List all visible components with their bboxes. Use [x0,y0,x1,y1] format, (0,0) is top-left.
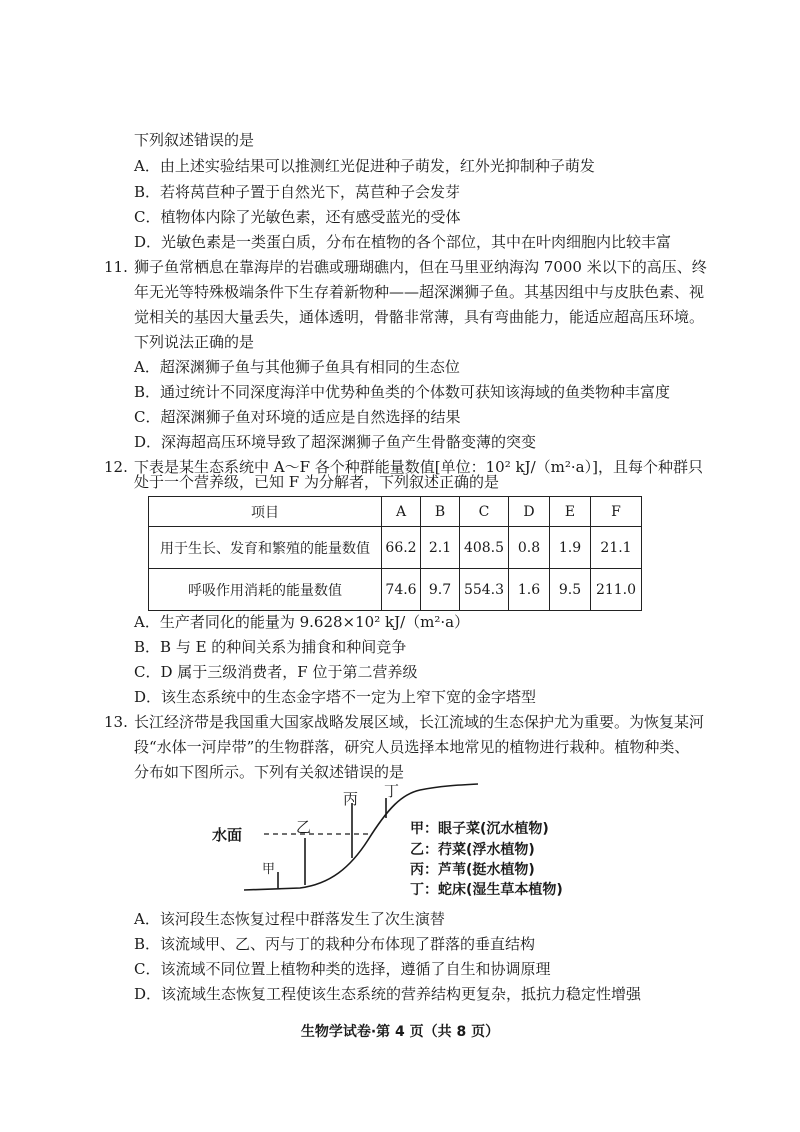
q12-stem-line-1: 下表是某生态系统中 A～F 各个种群能量数值[单位：10² kJ/（m²·a）]，且每个种群只 [134,458,703,476]
q12-option-c: C．D 属于三级消费者，F 位于第二营养级 [134,663,418,681]
q10-option-b: B．若将莴苣种子置于自然光下，莴苣种子会发芽 [134,183,461,201]
q11-option-c: C．超深渊狮子鱼对环境的适应是自然选择的结果 [134,408,461,426]
table-header-cell: F [591,497,642,527]
table-header-cell: A [382,497,421,527]
plant-ding-label: 丁 [384,782,400,800]
plant-jia-label: 甲 [262,862,276,877]
table-cell: 9.7 [421,569,460,611]
legend-item: 乙：荇菜(浮水植物) [410,842,535,858]
table-cell: 74.6 [382,569,421,611]
q11-number: 11. [104,258,128,276]
q11-option-d: D．深海超高压环境导致了超深渊狮子鱼产生骨骼变薄的突变 [134,433,537,451]
q12-stem-line-2: 处于一个营养级，已知 F 为分解者，下列叙述正确的是 [134,473,499,491]
legend-item: 甲：眼子菜(沉水植物) [410,821,549,837]
table-header-cell: C [460,497,509,527]
q10-option-c: C．植物体内除了光敏色素，还有感受蓝光的受体 [134,208,461,226]
legend-item: 丙：芦苇(挺水植物) [410,862,535,878]
q13-option-b: B．该流域甲、乙、丙与丁的栽种分布体现了群落的垂直结构 [134,935,536,953]
table-cell: 21.1 [591,527,642,569]
table-cell: 0.8 [509,527,550,569]
q13-option-c: C．该流域不同位置上植物种类的选择，遵循了自生和协调原理 [134,960,551,978]
plant-bing-label: 丙 [343,790,359,808]
table-cell: 408.5 [460,527,509,569]
q11-option-b: B．通过统计不同深度海洋中优势种鱼类的个体数可获知该海域的鱼类物种丰富度 [134,383,671,401]
q11-option-a: A．超深渊狮子鱼与其他狮子鱼具有相同的生态位 [134,358,460,376]
q13-option-a: A．该河段生态恢复过程中群落发生了次生演替 [134,910,445,928]
table-cell: 1.6 [509,569,550,611]
table-header-cell: E [550,497,591,527]
q11-stem-line-2: 年无光等特殊极端条件下生存着新物种——超深渊狮子鱼。其基因组中与皮肤色素、视 [134,283,705,301]
table-header-cell: B [421,497,460,527]
table-cell: 66.2 [382,527,421,569]
table-cell: 用于生长、发育和繁殖的能量数值 [149,527,382,569]
q11-stem-line-3: 觉相关的基因大量丢失，通体透明，骨骼非常薄，具有弯曲能力，能适应超高压环境。 [134,308,705,326]
q10-stem: 下列叙述错误的是 [134,131,255,149]
table-cell: 呼吸作用消耗的能量数值 [149,569,382,611]
q13-stem-line-3: 分布如下图所示。下列有关叙述错误的是 [134,763,405,781]
q12-number: 12. [104,458,128,476]
q10-option-a: A．由上述实验结果可以推测红光促进种子萌发，红外光抑制种子萌发 [134,157,595,175]
table-header-cell: D [509,497,550,527]
legend-item: 丁：蛇床(湿生草本植物) [410,882,563,898]
q12-option-b: B．B 与 E 的种间关系为捕食和种间竞争 [134,638,407,656]
table-cell: 1.9 [550,527,591,569]
q13-stem-line-2: 段“水体一河岸带”的生物群落，研究人员选择本地常见的植物进行栽种。植物种类、 [134,738,690,756]
table-cell: 9.5 [550,569,591,611]
water-surface-label: 水面 [212,826,243,844]
plant-yi-label: 乙 [296,818,312,836]
page-footer: 生物学试卷·第 4 页（共 8 页） [300,1024,500,1040]
q13-option-d: D．该流域生态恢复工程使该生态系统的营养结构更复杂，抵抗力稳定性增强 [134,985,642,1003]
q12-option-a: A．生产者同化的能量为 9.628×10² kJ/（m²·a） [134,613,470,631]
q12-option-d: D．该生态系统中的生态金字塔不一定为上窄下宽的金字塔型 [134,688,537,706]
q13-stem-line-1: 长江经济带是我国重大国家战略发展区域，长江流域的生态保护尤为重要。为恢复某河 [134,713,705,731]
q13-number: 13. [104,713,128,731]
table-header-cell: 项目 [149,497,382,527]
q11-stem-line-4: 下列说法正确的是 [134,333,255,351]
table-cell: 2.1 [421,527,460,569]
q11-stem-line-1: 狮子鱼常栖息在靠海岸的岩礁或珊瑚礁内，但在马里亚纳海沟 7000 米以下的高压、终 [134,258,707,276]
table-cell: 211.0 [591,569,642,611]
q10-option-d: D．光敏色素是一类蛋白质，分布在植物的各个部位，其中在叶肉细胞内比较丰富 [134,233,672,251]
table-cell: 554.3 [460,569,509,611]
